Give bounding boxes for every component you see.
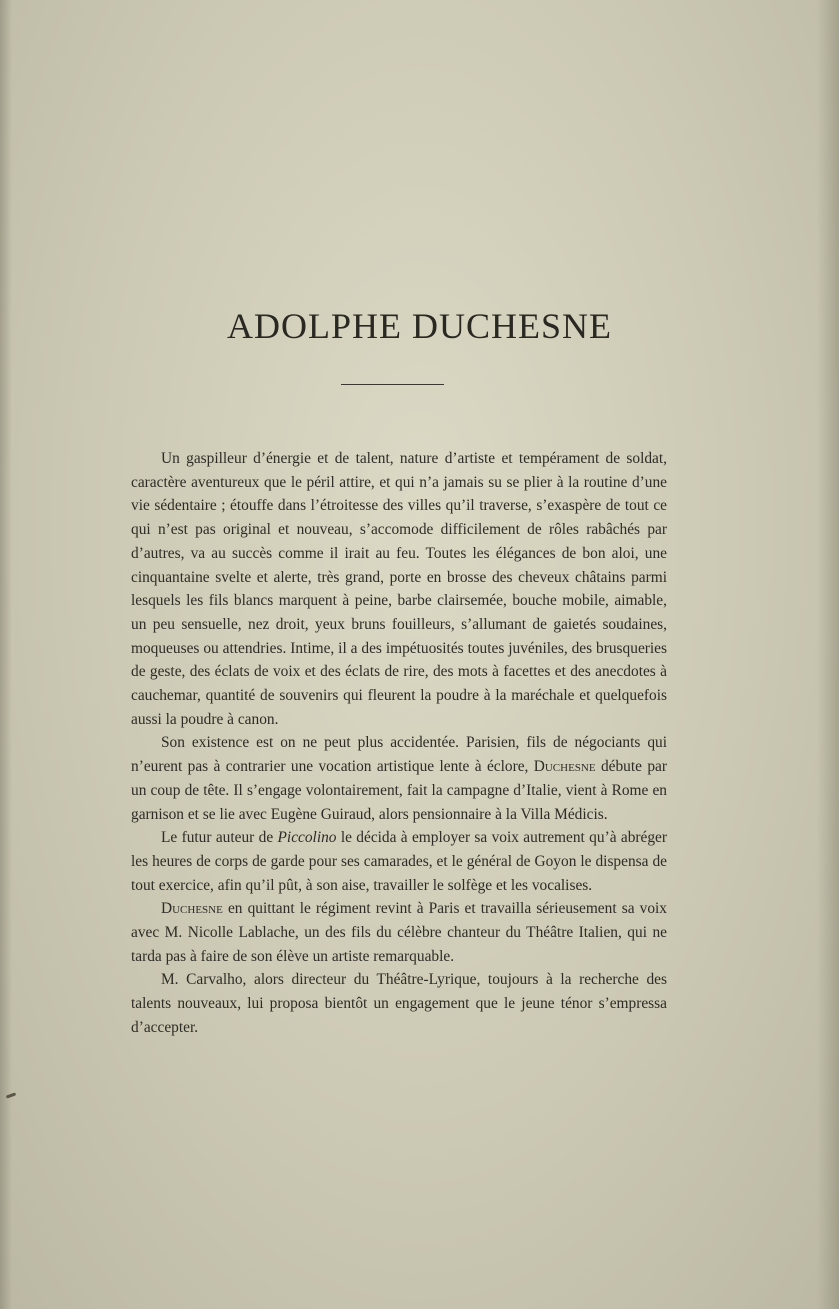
- title-divider: [341, 384, 444, 385]
- text-segment: Un gaspilleur d’énergie et de talent, nature d’artiste et tempérament de soldat, caractère aventureux que le péril attire, et qui n’a jamais su se plier à la routine d’une vie sédentaire ; étouffe dans l’étroitesse des villes qu’il traverse, s’exaspère de tout ce qui n’est pas original et nouveau, s’accomode difficilement de rôles rabâchés par d’autres, va au succès comme il irait au feu. Toutes les élégances de bon aloi, une cinquantaine svelte et alerte, très grand, porte en brosse des cheveux châtains parmi lesquels les fils blancs marquent à peine, barbe clairsemée, bouche mobile, aimable, un peu sensuelle, nez droit, yeux bruns fouilleurs, s’allumant de gaietés soudaines, moqueuses ou attendries. Intime, il a des impétuosités toutes juvéniles, des brusqueries de geste, des éclats de voix et des éclats de rire, des mots à facettes et des anecdotes à cauchemar, quantité de souvenirs qui fleurent la poudre à la maréchale et quelquefois aussi la poudre à canon.: [131, 450, 667, 728]
- paragraph: [131, 968, 667, 1039]
- page-shadow-left: [0, 0, 12, 1309]
- paragraph: [131, 447, 667, 731]
- body-text: [131, 447, 667, 1040]
- name-smallcaps: Duchesne: [161, 900, 223, 918]
- paragraph: [131, 731, 667, 826]
- text-segment: le décida à employer sa voix autrement qu’à abréger les heures de corps de garde pour ses camarades, et le général de Goyon le dispensa de tout exercice, afin qu’il pût, à son aise, travailler le solfège et les vocalises.: [131, 829, 668, 894]
- page-shadow-right: [817, 0, 839, 1309]
- name-smallcaps: Duchesne: [533, 758, 596, 776]
- text-segment: M. Carvalho, alors directeur du Théâtre-Lyrique, toujours à la recherche des talents nouveaux, lui proposa bientôt un engagement que le jeune ténor s’empressa d’accepter.: [131, 971, 667, 1036]
- page-title: ADOLPHE DUCHESNE: [227, 306, 612, 346]
- paragraph: [131, 897, 667, 968]
- paragraph: [131, 826, 667, 897]
- text-segment: Son existence est on ne peut plus accidentée. Parisien, fils de négociants qui n’eurent pas à contrarier une vocation artistique lente à éclore,: [131, 734, 667, 776]
- text-segment: débute par un coup de tête. Il s’engage volontairement, fait la campagne d’Italie, vient à Rome en garnison et se lie avec Eugène Guiraud, alors pensionnaire à la Villa Médicis.: [131, 758, 667, 823]
- title-italic: Piccolino: [277, 829, 337, 847]
- text-segment: en quittant le régiment revint à Paris et travailla sérieusement sa voix avec M. Nicolle Lablache, un des fils du célèbre chanteur du Théâtre Italien, qui ne tarda pas à faire de son élève un artiste remarquable.: [131, 900, 667, 965]
- text-segment: Le futur auteur de: [161, 829, 278, 847]
